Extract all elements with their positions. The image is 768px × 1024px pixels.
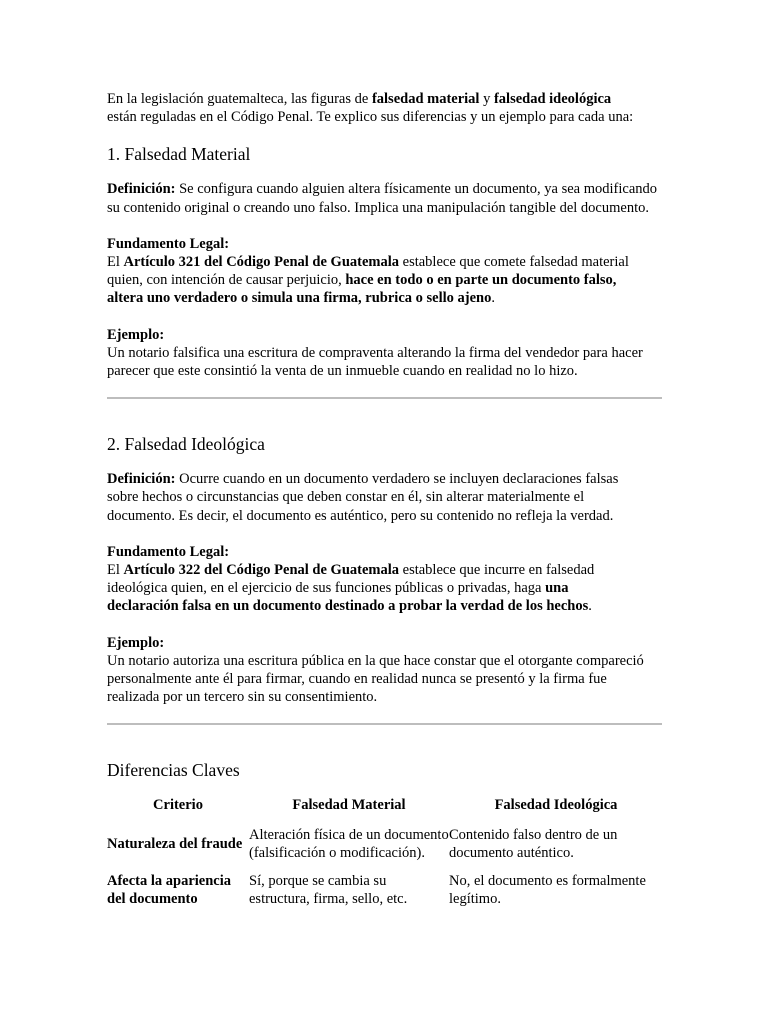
table-header-row <box>107 794 663 816</box>
ideologica-legal-article: Artículo 322 del Código Penal de Guatemala <box>123 562 400 579</box>
ideologica-example <box>107 634 652 707</box>
material-example-text: Un notario falsifica una escritura de compraventa alterando la firma del vendedor para hacer parecer que este consintió la venta de un inmueble cuando en realidad no lo hizo. <box>107 344 643 380</box>
table-header-criterio: Criterio <box>153 797 203 814</box>
intro-term-material: falsedad material <box>371 91 480 107</box>
intro-term-ideologica: falsedad ideológica <box>493 91 612 107</box>
ideologica-definition-label: Definición: <box>107 471 176 488</box>
intro-text-2: y <box>479 91 494 107</box>
material-definition <box>107 180 657 216</box>
material-legal-conduct: hace en todo o en parte un documento falso, altera uno verdadero o simula una firma, rubrica o sello ajeno <box>107 272 617 307</box>
section-divider <box>107 723 662 725</box>
section-divider <box>107 397 662 399</box>
material-example-label: Ejemplo: <box>107 326 165 343</box>
material-definition-label: Definición: <box>107 181 176 198</box>
section-heading-material: 1. Falsedad Material <box>107 144 251 165</box>
table-header-ideologica: Falsedad Ideológica <box>494 797 618 814</box>
intro-text-1: En la legislación guatemalteca, las figuras de <box>107 91 372 107</box>
table-cell-material: Sí, porque se cambia su estructura, firma, sello, etc. <box>249 873 408 908</box>
material-legal-article: Artículo 321 del Código Penal de Guatemala <box>123 254 400 271</box>
ideologica-definition-text: Ocurre cuando en un documento verdadero se incluyen declaraciones falsas sobre hechos o circunstancias que deben constar en él, sin alterar materialmente el documento. Es decir, el documento es auténtico, pero su contenido no refleja la verdad. <box>107 471 619 524</box>
document-page <box>107 90 663 912</box>
table-cell-material: Alteración física de un documento (falsificación o modificación). <box>249 827 449 862</box>
table-cell-criterio <box>107 816 249 872</box>
section-heading-diferencias: Diferencias Claves <box>107 760 240 781</box>
criterio-text: Afecta la apariencia del documento <box>107 873 232 908</box>
ideologica-legal-text-1: El <box>107 562 124 579</box>
ideologica-definition <box>107 470 647 525</box>
intro-text-3: están reguladas en el Código Penal. Te explico sus diferencias y un ejemplo para cada una: <box>107 109 634 126</box>
material-legal-text-1: El <box>107 254 124 271</box>
table-cell-ideologica: Contenido falso dentro de un documento auténtico. <box>449 827 618 862</box>
ideologica-legal <box>107 543 627 616</box>
table-cell-criterio <box>107 872 249 912</box>
ideologica-legal-text-3: . <box>588 598 592 615</box>
section-heading-ideologica: 2. Falsedad Ideológica <box>107 434 265 455</box>
table-cell-ideologica: No, el documento es formalmente legítimo. <box>449 873 646 908</box>
material-definition-text: Se configura cuando alguien altera físicamente un documento, ya sea modificando su contenido original o creando uno falso. Implica una manipulación tangible del documento. <box>107 181 658 216</box>
material-legal-text-2: establece que comete falsedad material quien, con intención de causar perjuicio, <box>107 254 629 289</box>
table-header-material: Falsedad Material <box>292 797 406 814</box>
ideologica-legal-label: Fundamento Legal: <box>107 543 230 560</box>
table-row <box>107 872 663 912</box>
criterio-text: Naturaleza del fraude <box>107 836 243 853</box>
ideologica-legal-conduct: una declaración falsa en un documento destinado a probar la verdad de los hechos <box>107 580 589 615</box>
material-legal-label: Fundamento Legal: <box>107 235 230 252</box>
intro-paragraph <box>107 90 647 126</box>
ideologica-legal-text-2: establece que incurre en falsedad ideológica quien, en el ejercicio de sus funciones públicas o privadas, haga <box>107 562 595 597</box>
ideologica-example-label: Ejemplo: <box>107 634 165 651</box>
ideologica-example-text: Un notario autoriza una escritura pública en la que hace constar que el otorgante compareció personalmente ante él para firmar, cuando en realidad nunca se presentó y la firma fue realizada por un tercero sin su consentimiento. <box>107 652 644 706</box>
material-legal-text-3: . <box>491 290 495 307</box>
table-row <box>107 816 663 872</box>
material-example <box>107 326 647 381</box>
material-legal <box>107 235 655 308</box>
differences-table <box>107 794 663 912</box>
